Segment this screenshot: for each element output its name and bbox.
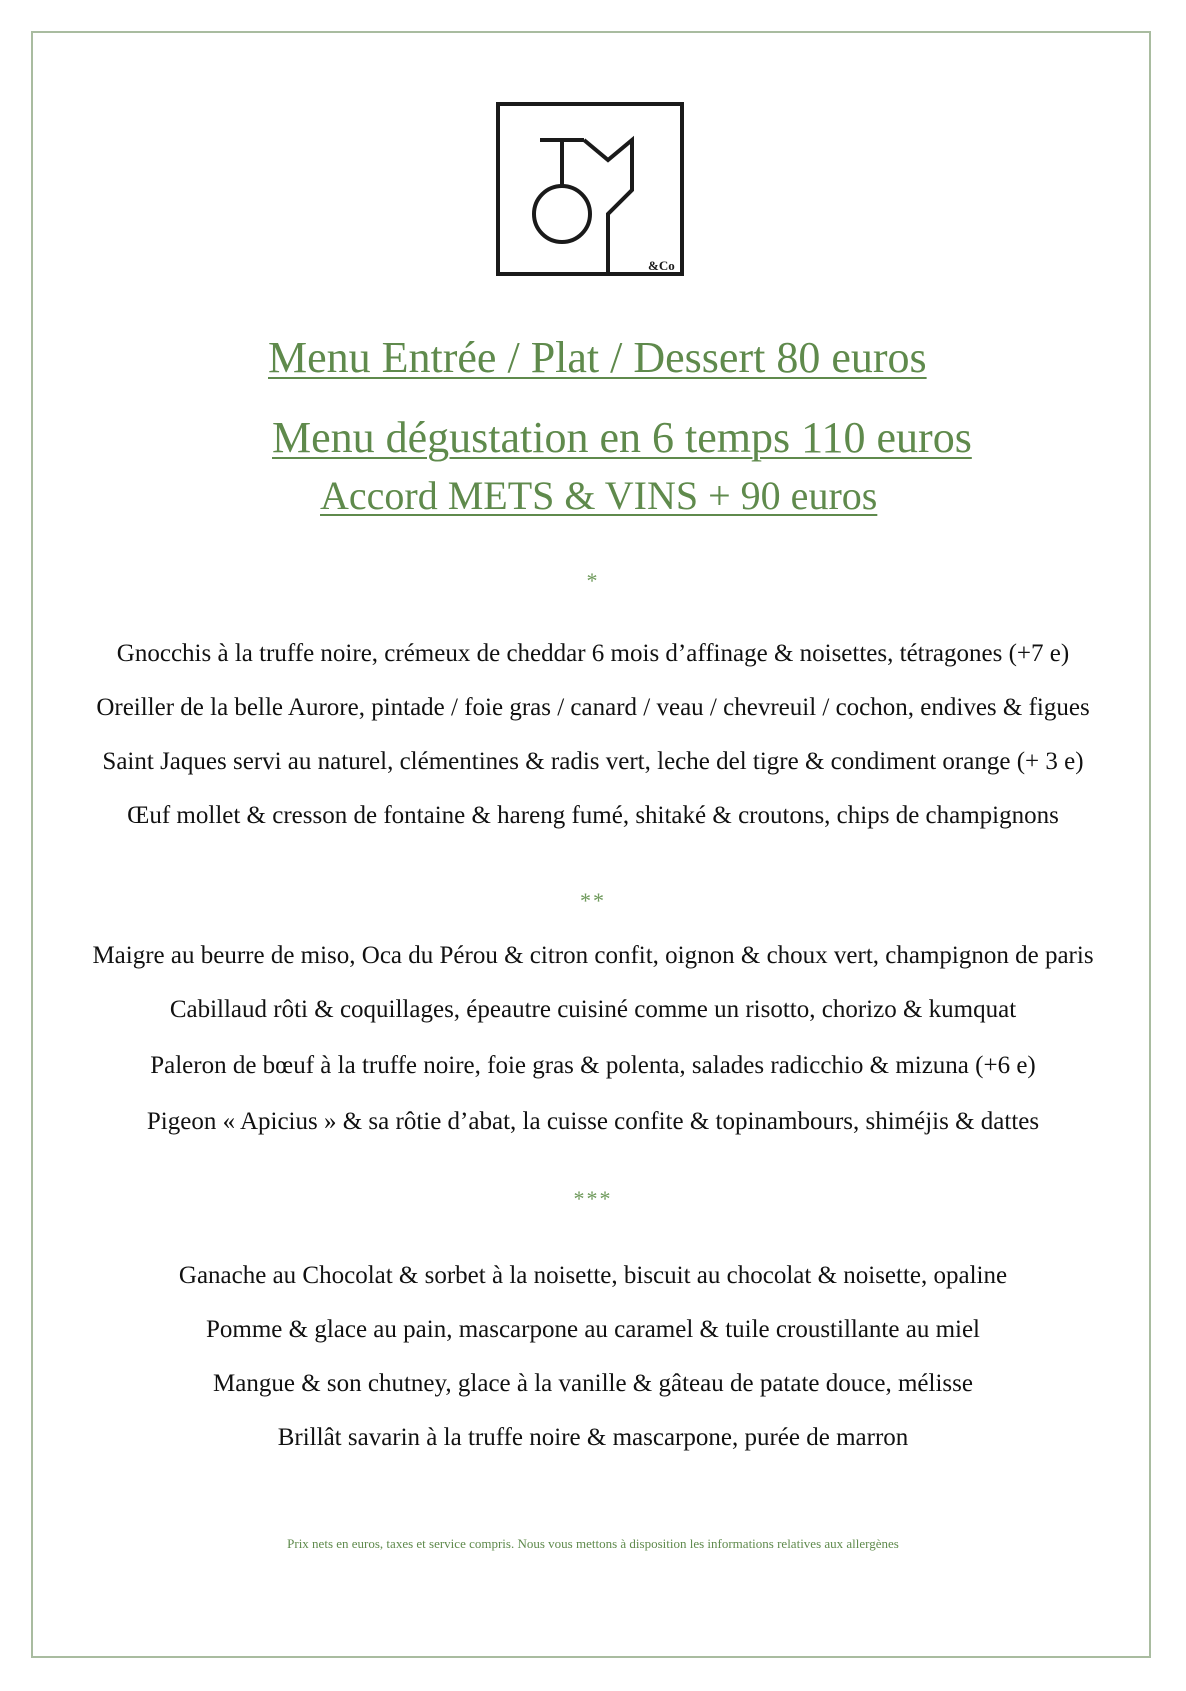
dish-item: Gnocchis à la truffe noire, crémeux de cheddar 6 mois d’affinage & noisettes, tétragones (+7 e) [116, 640, 1070, 667]
menu-title-3-courses: Menu Entrée / Plat / Dessert 80 euros [268, 333, 927, 382]
dish-item: Pomme & glace au pain, mascarpone au caramel & tuile croustillante au miel [205, 1316, 981, 1343]
logo-co-text: &Co [648, 258, 675, 273]
section-separator-mains: ** [580, 888, 606, 913]
restaurant-logo [496, 102, 686, 282]
dish-item: Oreiller de la belle Aurore, pintade / foie gras / canard / veau / chevreuil / cochon, endives & figues [96, 694, 1090, 721]
dish-item: Ganache au Chocolat & sorbet à la noisette, biscuit au chocolat & noisette, opaline [178, 1262, 1008, 1289]
menu-title-tasting: Menu dégustation en 6 temps 110 euros [272, 413, 972, 462]
dish-item: Paleron de bœuf à la truffe noire, foie gras & polenta, salades radicchio & mizuna (+6 e) [150, 1052, 1036, 1079]
dish-item: Mangue & son chutney, glace à la vanille & gâteau de patate douce, mélisse [213, 1370, 973, 1397]
dish-item: Pigeon « Apicius » & sa rôtie d’abat, la cuisse confite & topinambours, shiméjis & dattes [146, 1108, 1040, 1135]
menu-title-wine-pairing: Accord METS & VINS + 90 euros [320, 473, 878, 518]
section-separator-desserts: *** [573, 1186, 613, 1211]
dish-item: Brillât savarin à la truffe noire & mascarpone, purée de marron [277, 1424, 909, 1451]
dish-item: Cabillaud rôti & coquillages, épeautre cuisiné comme un risotto, chorizo & kumquat [169, 996, 1017, 1023]
section-separator-starters: * [586, 568, 600, 593]
footer-note: Prix nets en euros, taxes et service compris. Nous vous mettons à disposition les informations relatives aux allergènes [287, 1536, 899, 1551]
dish-item: Œuf mollet & cresson de fontaine & hareng fumé, shitaké & croutons, chips de champignons [127, 802, 1059, 829]
dish-item: Saint Jaques servi au naturel, clémentines & radis vert, leche del tigre & condiment orange (+ 3 e) [102, 748, 1084, 775]
dish-item: Maigre au beurre de miso, Oca du Pérou & citron confit, oignon & choux vert, champignon de paris [92, 942, 1094, 969]
